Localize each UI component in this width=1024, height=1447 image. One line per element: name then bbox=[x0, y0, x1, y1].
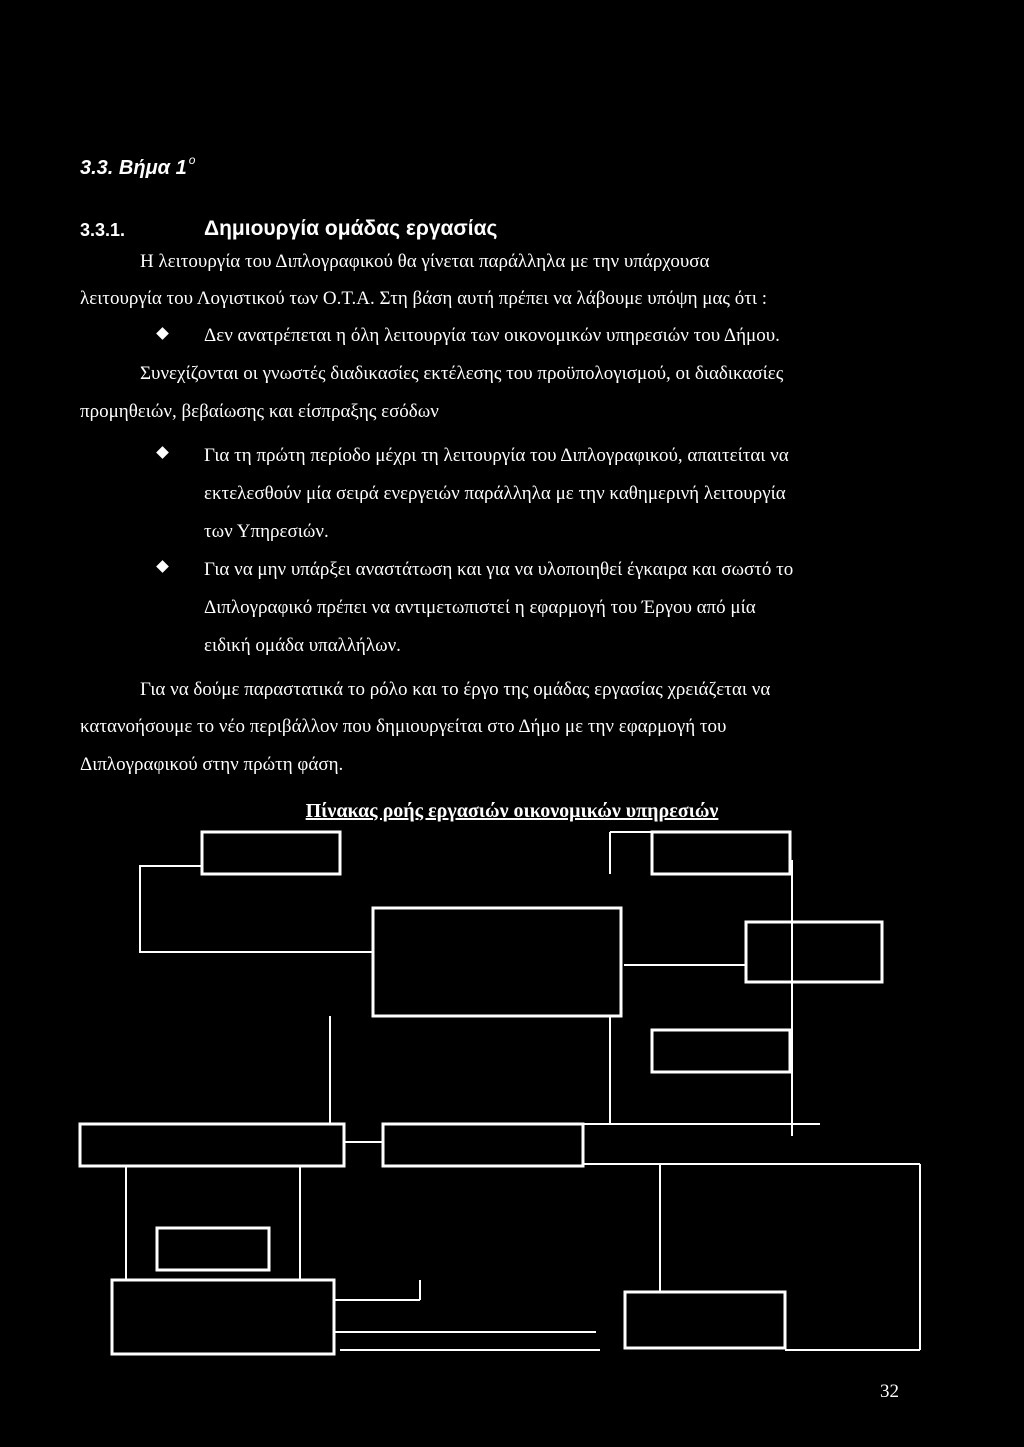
bullet-2-line-1: Για τη πρώτη περίοδο μέχρι τη λειτουργία του Διπλογραφικού, απαιτείται να bbox=[204, 445, 789, 466]
para-2-line-1: Συνεχίζονται οι γνωστές διαδικασίες εκτέλεσης του προϋπολογισμού, οι διαδικασίες bbox=[140, 363, 784, 384]
intro-line-1: Η λειτουργία του Διπλογραφικού θα γίνεται παράλληλα με την υπάρχουσα bbox=[140, 251, 710, 272]
section-title-superscript: ο bbox=[188, 153, 196, 167]
flow-box bbox=[652, 1030, 790, 1072]
page-number: 32 bbox=[880, 1381, 899, 1402]
flow-box bbox=[383, 1124, 583, 1166]
para-3-line-3: Διπλογραφικού στην πρώτη φάση. bbox=[80, 754, 344, 775]
subsection-title: Δημιουργία ομάδας εργασίας bbox=[204, 217, 498, 240]
intro-line-2: λειτουργία του Λογιστικού των Ο.Τ.Α. Στη βάση αυτή πρέπει να λάβουμε υπόψη μας ότι : bbox=[80, 288, 767, 309]
flow-box bbox=[652, 832, 790, 874]
bullet-1-text: Δεν ανατρέπεται η όλη λειτουργία των οικονομικών υπηρεσιών του Δήμου. bbox=[204, 325, 780, 346]
flow-box bbox=[202, 832, 340, 874]
flow-box bbox=[157, 1228, 269, 1270]
flow-box bbox=[80, 1124, 344, 1166]
bullet-3-line-1: Για να μην υπάρξει αναστάτωση και για να υλοποιηθεί έγκαιρα και σωστό το bbox=[204, 559, 794, 580]
subsection-number: 3.3.1. bbox=[80, 220, 126, 240]
flow-box bbox=[373, 908, 621, 1016]
section-title-text: 3.3. Βήμα 1 bbox=[80, 157, 187, 179]
para-3-line-2: κατανοήσουμε το νέο περιβάλλον που δημιουργείται στο Δήμο με την εφαρμογή του bbox=[80, 716, 727, 737]
bullet-2-line-3: των Υπηρεσιών. bbox=[204, 521, 329, 542]
flow-box bbox=[112, 1280, 334, 1354]
para-2-line-2: προμηθειών, βεβαίωσης και είσπραξης εσόδων bbox=[80, 401, 439, 422]
para-3-line-1: Για να δούμε παραστατικά το ρόλο και το έργο της ομάδας εργασίας χρειάζεται να bbox=[140, 679, 771, 700]
flowchart-title: Πίνακας ροής εργασιών οικονομικών υπηρεσιών bbox=[305, 800, 719, 822]
flow-box bbox=[625, 1292, 785, 1348]
bullet-3-line-2: Διπλογραφικό πρέπει να αντιμετωπιστεί η εφαρμογή του Έργου από μία bbox=[204, 597, 756, 618]
flow-connectors bbox=[126, 832, 920, 1350]
bullet-2-line-2: εκτελεσθούν μία σειρά ενεργειών παράλληλα με την καθημερινή λειτουργία bbox=[204, 483, 786, 504]
flow-box bbox=[746, 922, 882, 982]
bullet-3-line-3: ειδική ομάδα υπαλλήλων. bbox=[204, 635, 401, 656]
